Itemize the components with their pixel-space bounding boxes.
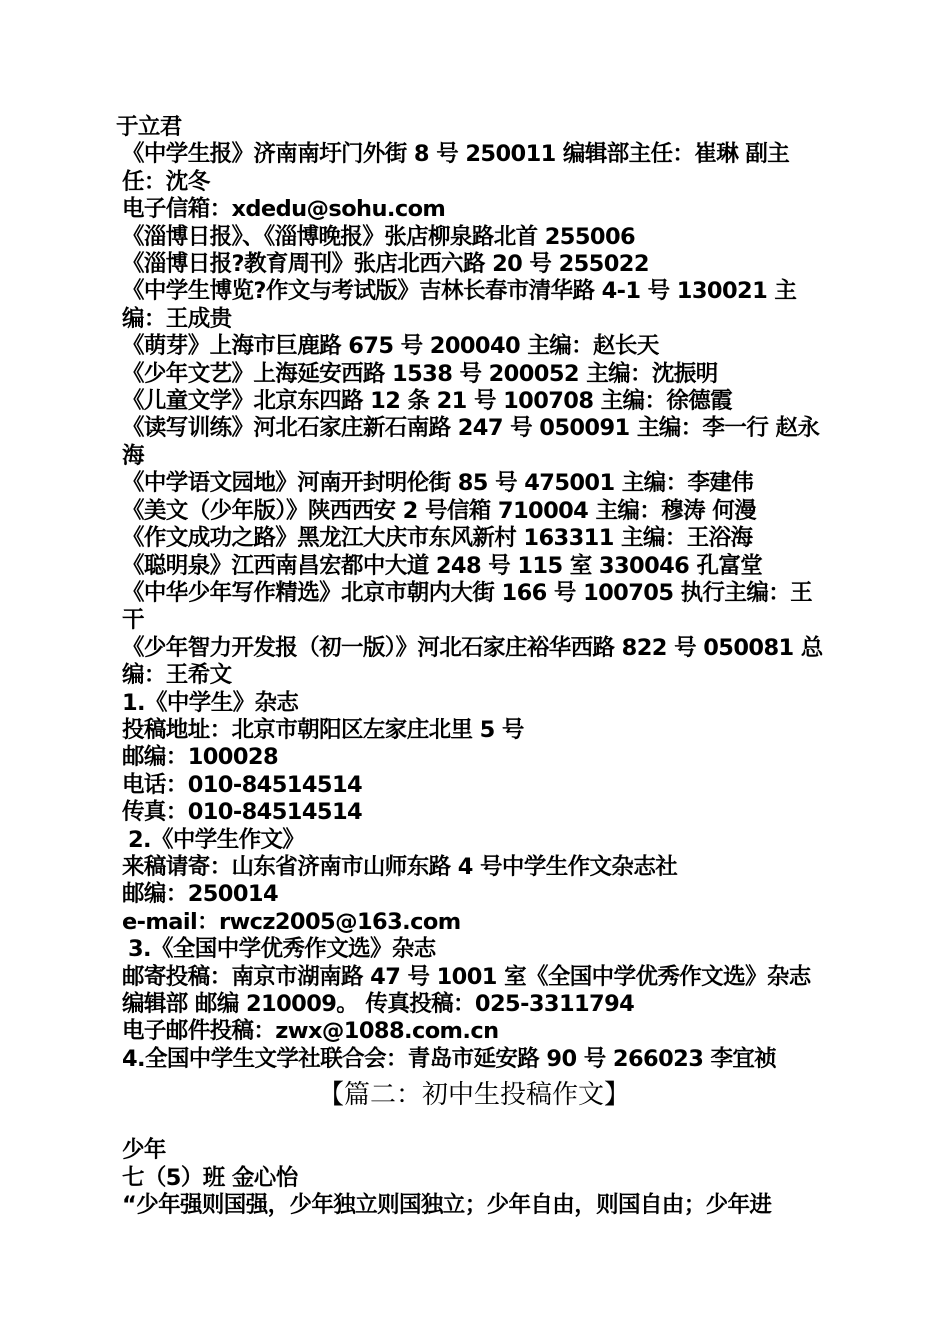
text-line: 来稿请寄：山东省济南市山师东路 4 号中学生作文杂志社	[122, 853, 678, 880]
text-line: 邮寄投稿：南京市湖南路 47 号 1001 室《全国中学优秀作文选》杂志编辑部 邮编 210009。 传真投稿：025-3311794	[122, 963, 811, 1017]
text-line: 《聪明泉》江西南昌宏都中大道 248 号 115 室 330046 孔富堂	[122, 552, 763, 579]
text-line: 投稿地址：北京市朝阳区左家庄北里 5 号	[122, 716, 524, 743]
section-heading: 【篇二：初中生投稿作文】	[317, 1080, 630, 1111]
text-line: 3.《全国中学优秀作文选》杂志	[128, 936, 436, 963]
text-line: 《读写训练》河北石家庄新石南路 247 号 050091 主编：李一行 赵永海	[122, 415, 820, 469]
text-line: 《少年智力开发报（初一版）》河北石家庄裕华西路 822 号 050081 总编：王希文	[122, 634, 823, 689]
text-line: 1.《中学生》杂志	[122, 689, 299, 716]
text-line: 邮编：100028	[122, 744, 279, 771]
text-line: 《淄博日报》、《淄博晚报》张店柳泉路北首 255006	[122, 223, 636, 250]
essay-first-line: “少年强则国强，少年独立则国独立；少年自由，则国自由；少年进	[122, 1192, 772, 1219]
text-line: 电子邮件投稿：zwx@1088.com.cn	[122, 1018, 499, 1045]
text-line: 邮编：250014	[122, 881, 279, 908]
text-line: e-mail：rwcz2005@163.com	[122, 908, 461, 935]
essay-title: 少年	[122, 1137, 166, 1164]
text-line: 《少年文艺》上海延安西路 1538 号 200052 主编：沈振明	[122, 360, 718, 387]
text-line: 《淄博日报?教育周刊》张店北西六路 20 号 255022	[122, 251, 649, 278]
text-line: 《萌芽》上海市巨鹿路 675 号 200040 主编：赵长天	[122, 333, 659, 360]
document-body	[116, 114, 832, 1219]
text-line: 《美文（少年版）》陕西西安 2 号信箱 710004 主编：穆涛 何漫	[122, 497, 757, 524]
text-line: 《中华少年写作精选》北京市朝内大街 166 号 100705 执行主编：王干	[122, 579, 813, 634]
text-line: 于立君	[116, 114, 182, 140]
text-line: 2.《中学生作文》	[128, 826, 305, 853]
text-line: 《中学生报》济南南圩门外街 8 号 250011 编辑部主任：崔琳 副主任：沈冬	[122, 141, 790, 195]
text-line: 《作文成功之路》黑龙江大庆市东风新村 163311 主编：王浴海	[122, 525, 753, 552]
text-line: 4.全国中学生文学社联合会：青岛市延安路 90 号 266023 李宜祯	[122, 1045, 777, 1072]
text-line: 电子信箱：xdedu@sohu.com	[122, 196, 446, 223]
text-line: 《中学生博览?作文与考试版》吉林长春市清华路 4-1 号 130021 主编：王成贵	[122, 278, 797, 332]
text-line: 传真：010-84514514	[122, 799, 363, 826]
text-line: 《儿童文学》北京东四路 12 条 21 号 100708 主编：徐德霞	[122, 388, 733, 415]
text-line: 电话：010-84514514	[122, 771, 363, 798]
essay-author: 七（5）班 金心怡	[122, 1164, 298, 1191]
text-line: 《中学语文园地》河南开封明伦街 85 号 475001 主编：李建伟	[122, 470, 754, 497]
